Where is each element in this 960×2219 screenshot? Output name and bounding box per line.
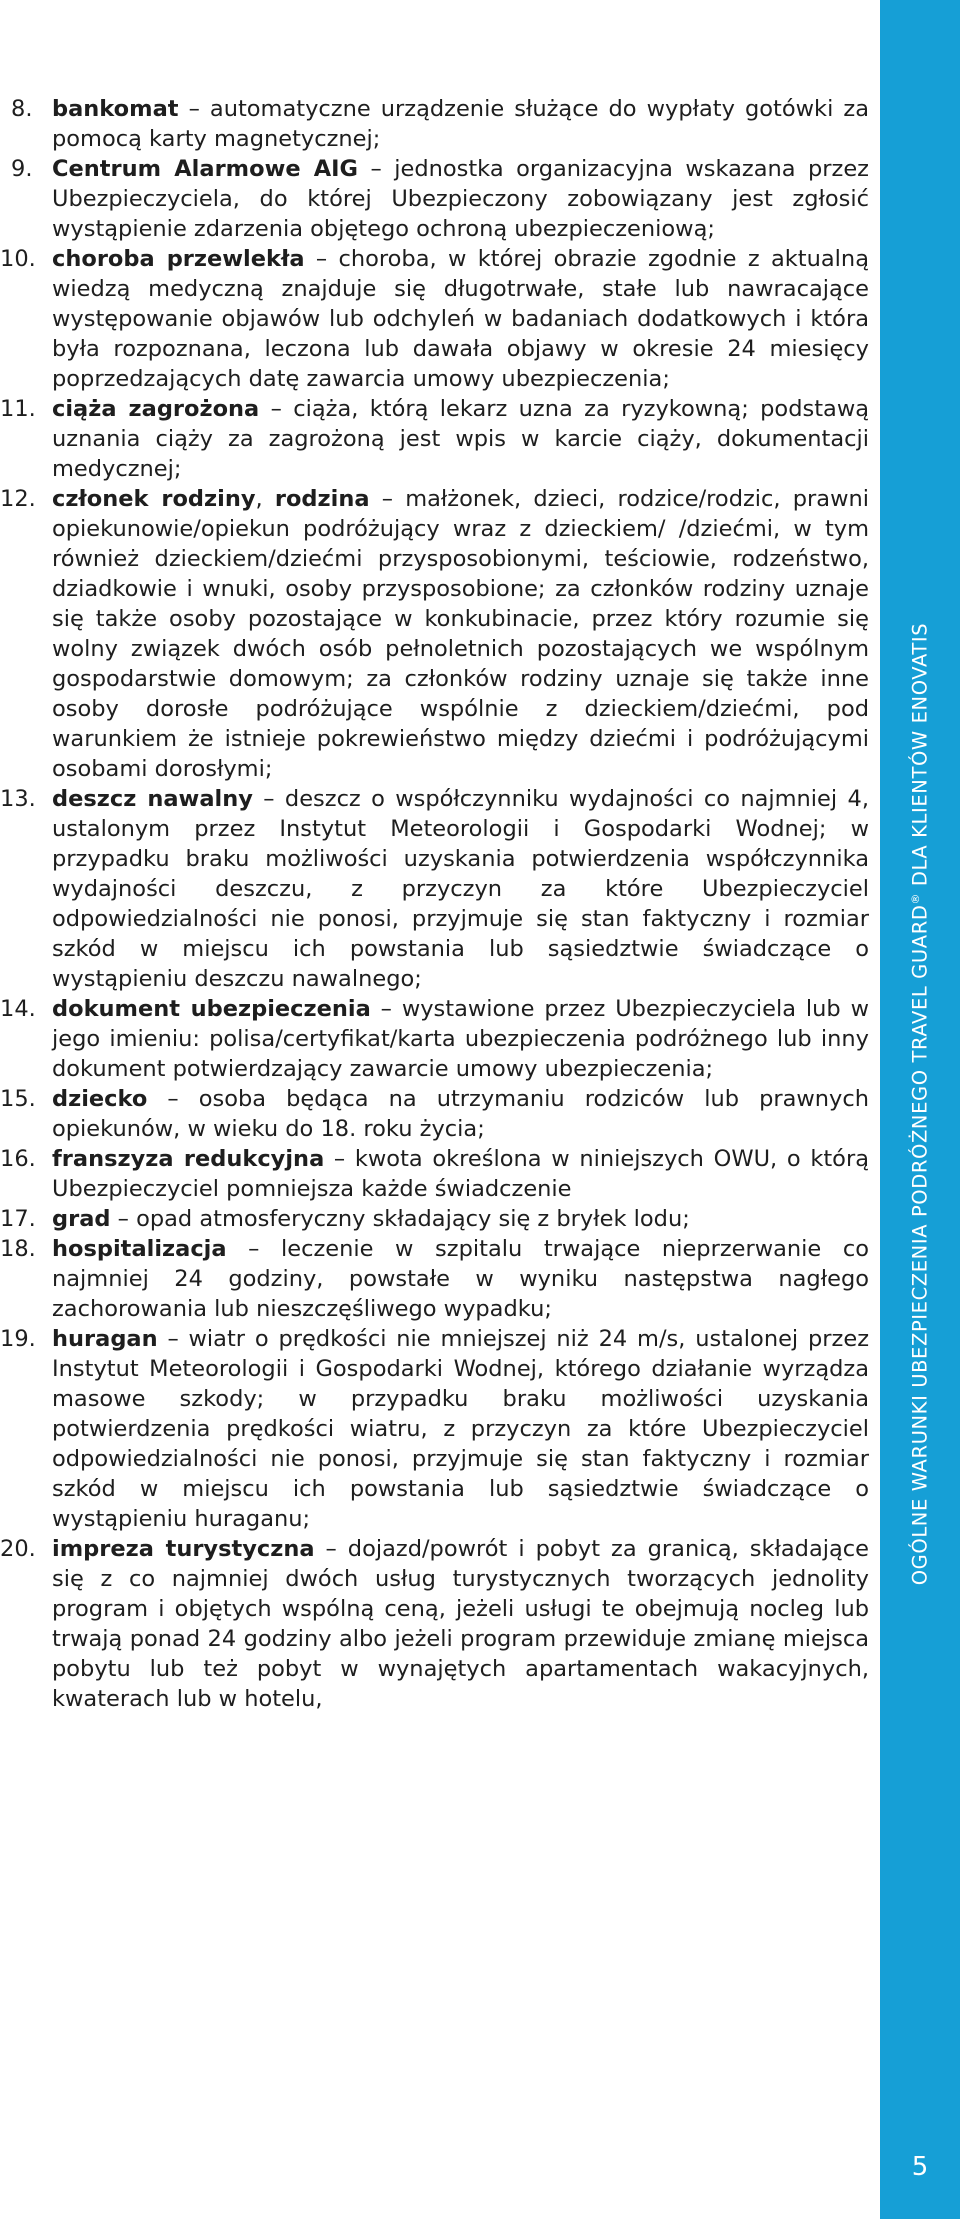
page-number: 5 [911, 2152, 929, 2182]
item-term: huragan [52, 1326, 158, 1352]
definition-item [0, 244, 869, 394]
item-term: franszyza redukcyjna [52, 1146, 325, 1172]
definition-item [0, 1204, 869, 1234]
definition-item [0, 1084, 869, 1144]
registered-mark: ® [909, 892, 922, 905]
item-number: 10. [0, 246, 36, 272]
item-separator: – [259, 396, 294, 422]
item-text: opad atmosferyczny składający się z bryłek lodu; [136, 1206, 690, 1232]
item-number: 9. [11, 156, 33, 182]
item-number: 15. [0, 1086, 36, 1112]
item-separator: – [324, 1146, 355, 1172]
definition-item [0, 1144, 869, 1204]
item-text: choroba, w której obrazie zgodnie z aktualną wiedzą medyczną znajduje się długotrwałe, stałe lub nawracające występowanie objawów lub odchyleń w badaniach dodatkowych i która była rozpoznana, leczona lub dawała objawy w okresie 24 miesięcy poprzedzających datę zawarcia umowy ubezpieczenia; [52, 246, 869, 392]
item-term-join: , [255, 486, 275, 512]
item-text: deszcz o współczynniku wydajności co najmniej 4, ustalonym przez Instytut Meteorologii i Gospodarki Wodnej; w przypadku braku możliwości uzyskania potwierdzenia współczynnika wydajności deszczu, z przyczyn za które Ubezpieczyciel odpowiedzialności nie ponosi, przyjmuje się stan faktyczny i rozmiar szkód w miejscu ich powstania lub sąsiedztwie świadczące o wystąpieniu deszczu nawalnego; [52, 786, 869, 992]
item-number: 17. [0, 1206, 36, 1232]
item-number: 8. [11, 96, 33, 122]
definition-item [0, 784, 869, 994]
document-title [909, 623, 932, 1586]
item-text: leczenie w szpitalu trwające nieprzerwanie co najmniej 24 godziny, powstałe w wyniku następstwa nagłego zachorowania lub nieszczęśliwego wypadku; [52, 1236, 869, 1322]
definition-item [0, 1324, 869, 1534]
item-term-2: rodzina [274, 486, 370, 512]
item-separator: – [226, 1236, 281, 1262]
item-term: hospitalizacja [52, 1236, 227, 1262]
item-text: jednostka organizacyjna wskazana przez Ubezpieczyciela, do której Ubezpieczony zobowiązany jest zgłosić wystąpienie zdarzenia objętego ochroną ubezpieczeniową; [52, 156, 869, 242]
item-number: 11. [0, 396, 36, 422]
item-number: 12. [0, 486, 36, 512]
item-text: ciąża, którą lekarz uzna za ryzykowną; podstawą uznania ciąży za zagrożoną jest wpis w karcie ciąży, dokumentacji medycznej; [52, 396, 870, 482]
item-separator: – [147, 1086, 199, 1112]
definition-item [0, 94, 869, 154]
item-text: wystawione przez Ubezpieczyciela lub w jego imieniu: polisa/certyfikat/karta ubezpieczenia podróżnego lub inny dokument potwierdzający zawarcie umowy ubezpieczenia; [52, 996, 869, 1082]
item-separator: – [369, 486, 406, 512]
item-number: 18. [0, 1236, 36, 1262]
item-term: grad [52, 1206, 111, 1232]
item-number: 16. [0, 1146, 36, 1172]
item-separator: – [370, 996, 402, 1022]
item-number: 20. [0, 1536, 36, 1562]
item-separator: – [358, 156, 395, 182]
item-text: automatyczne urządzenie służące do wypłaty gotówki za pomocą karty magnetycznej; [52, 96, 869, 152]
item-separator: – [110, 1206, 137, 1232]
item-term: choroba przewlekła [52, 246, 305, 272]
item-number: 14. [0, 996, 36, 1022]
item-term: dokument ubezpieczenia [52, 996, 371, 1022]
definitions-list [0, 94, 880, 1714]
item-text: osoba będąca na utrzymaniu rodziców lub prawnych opiekunów, w wieku do 18. roku życia; [52, 1086, 869, 1142]
item-separator: – [157, 1326, 189, 1352]
definition-item [0, 994, 869, 1084]
item-term: bankomat [52, 96, 179, 122]
item-text: dojazd/powrót i pobyt za granicą, składające się z co najmniej dwóch usług turystycznych tworzących jednolity program i objętych wspólną ceną, jeżeli usługi te obejmują nocleg lub trwają ponad 24 godziny albo jeżeli program przewiduje zmianę miejsca pobytu lub też pobyt w wynajętych apartamentach wakacyjnych, kwaterach lub w hotelu, [52, 1536, 870, 1712]
item-term: impreza turystyczna [52, 1536, 315, 1562]
item-text: kwota określona w niniejszych OWU, o którą Ubezpieczyciel pomniejsza każde świadczenie [52, 1146, 869, 1202]
document-title-tail: DLA KLIENTÓW ENOVATIS [908, 622, 932, 893]
item-text: małżonek, dzieci, rodzice/rodzic, prawni opiekunowie/opiekun podróżujący wraz z dzieckiem/ /dziećmi, w tym również dzieckiem/dziećmi przysposobionymi, teściowie, rodzeństwo, dziadkowie i wnuki, osoby przysposobione; za członków rodziny uznaje się także osoby pozostające w konkubinacie, przez który rozumie się wolny związek dwóch osób pełnoletnich pozostających we wspólnym gospodarstwie domowym; za członków rodziny uznaje się także inne osoby dorosłe podróżujące wspólnie z dzieckiem/dziećmi, pod warunkiem że istnieje pokrewieństwo między dziećmi i podróżującymi osobami dorosłymi; [52, 486, 869, 782]
item-text: wiatr o prędkości nie mniejszej niż 24 m/s, ustalonej przez Instytut Meteorologii i Gospodarki Wodnej, którego działanie wyrządza masowe szkody; w przypadku braku możliwości uzyskania potwierdzenia prędkości wiatru, z przyczyn za które Ubezpieczyciel odpowiedzialności nie ponosi, przyjmuje się stan faktyczny i rozmiar szkód w miejscu ich powstania lub sąsiedztwie świadczące o wystąpieniu huraganu; [52, 1326, 869, 1532]
document-title-main: OGÓLNE WARUNKI UBEZPIECZENIA PODRÓŻNEGO TRAVEL GUARD [908, 904, 932, 1586]
definition-item [0, 394, 869, 484]
item-separator: – [252, 786, 285, 812]
item-separator: – [178, 96, 210, 122]
item-number: 13. [0, 786, 36, 812]
definition-item [0, 1534, 869, 1714]
item-separator: – [304, 246, 339, 272]
definition-item [0, 1234, 869, 1324]
item-separator: – [314, 1536, 348, 1562]
definition-item [0, 484, 869, 784]
item-term: Centrum Alarmowe AIG [52, 156, 359, 182]
item-term: członek rodziny [52, 486, 256, 512]
item-term: dziecko [52, 1086, 148, 1112]
item-number: 19. [0, 1326, 36, 1352]
definition-item [0, 154, 869, 244]
item-term: deszcz nawalny [52, 786, 253, 812]
item-term: ciąża zagrożona [52, 396, 260, 422]
sidebar-band [880, 0, 960, 2219]
